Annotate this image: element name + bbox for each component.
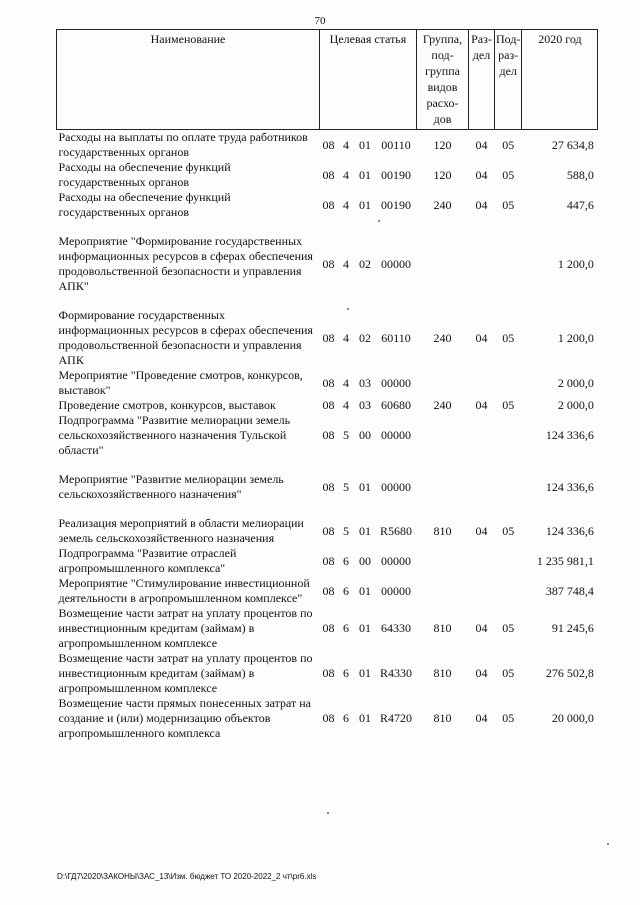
row-target-direction: 00000: [381, 256, 411, 271]
row-target-direction: R4330: [379, 666, 412, 680]
header-target-article: Целевая статья: [320, 30, 417, 130]
row-subsection: [495, 546, 522, 576]
row-spacer-cell: [57, 220, 598, 234]
row-target-event: 01: [359, 137, 371, 152]
table-row: [57, 368, 598, 398]
row-target-program: 08: [322, 583, 335, 598]
row-name: Мероприятие "Развитие мелиорации земель сельскохозяйственного назначения": [58, 472, 284, 501]
row-section: [469, 472, 495, 502]
row-target-event: 01: [359, 711, 371, 725]
row-target-program: 08: [322, 197, 335, 212]
row-target-program: 08: [322, 428, 335, 442]
row-amount: 1 200,0: [557, 256, 594, 271]
row-amount: 124 336,6: [545, 479, 594, 494]
row-target-direction: R4720: [379, 711, 412, 725]
row-target-program: 08: [322, 711, 335, 725]
scan-speck: [347, 308, 349, 310]
row-amount: 20 000,0: [551, 711, 594, 725]
row-target-program: 08: [322, 330, 335, 345]
row-target-program: 08: [322, 666, 335, 680]
row-target-subprogram: 4: [343, 256, 349, 271]
row-target-program: 08: [322, 398, 335, 412]
table-row: [57, 190, 598, 220]
row-subsection: [495, 472, 522, 502]
row-section: [469, 546, 495, 576]
row-amount: 91 245,6: [551, 621, 594, 635]
row-name: Мероприятие "Проведение смотров, конкурсов, выставок": [58, 368, 303, 397]
row-amount: 2 000,0: [557, 398, 594, 412]
row-expense-group: 240: [433, 398, 452, 412]
table-row: [57, 160, 598, 190]
row-target-subprogram: 5: [343, 479, 349, 494]
row-target-direction: 00190: [381, 167, 411, 182]
row-section: 04: [475, 197, 488, 212]
row-spacer-cell: [57, 502, 598, 516]
row-name: Расходы на выплаты по оплате труда работников государственных органов: [58, 130, 308, 159]
row-target-direction: R5680: [379, 523, 412, 538]
header-subsection-label: Под-раз-дел: [496, 32, 521, 78]
table-body: [57, 130, 598, 742]
row-expense-group: 810: [433, 666, 452, 680]
row-target-event: 03: [359, 398, 371, 412]
row-section: 04: [475, 711, 488, 725]
budget-table: [56, 29, 598, 741]
row-expense-group: 120: [433, 167, 452, 182]
row-expense-group: 810: [433, 523, 452, 538]
row-target-event: 01: [359, 583, 371, 598]
row-section: 04: [475, 398, 488, 412]
table-row: [57, 516, 598, 546]
row-expense-group: 240: [433, 330, 452, 345]
row-section: 04: [475, 523, 488, 538]
table-row: [57, 696, 598, 741]
row-target-subprogram: 4: [343, 197, 349, 212]
table-row: [57, 234, 598, 294]
row-target-event: 01: [359, 479, 371, 494]
row-amount: 124 336,6: [545, 523, 594, 538]
row-target-event: 02: [359, 256, 371, 271]
row-subsection: 05: [502, 666, 515, 680]
row-target-direction: 00000: [381, 375, 411, 390]
table-row: [57, 651, 598, 696]
row-amount: 387 748,4: [545, 583, 594, 598]
row-name: Расходы на обеспечение функций государственных органов: [58, 160, 231, 189]
table-row: [57, 398, 598, 413]
row-expense-group: [417, 576, 469, 606]
table-row: [57, 606, 598, 651]
row-target-subprogram: 6: [343, 553, 349, 568]
row-section: 04: [475, 167, 488, 182]
row-subsection: [495, 413, 522, 458]
row-target-program: 08: [322, 137, 335, 152]
row-section: [469, 576, 495, 606]
scan-speck: [378, 220, 380, 222]
header-group: [417, 30, 469, 130]
row-target-event: 01: [359, 523, 371, 538]
row-target-direction: 60110: [381, 330, 411, 345]
header-group-label: Группа, под-группа видов расхо-дов: [422, 32, 463, 126]
row-target-program: 08: [322, 167, 335, 182]
scan-speck: [327, 812, 329, 814]
row-subsection: 05: [502, 330, 515, 345]
row-target-program: 08: [322, 256, 335, 271]
row-target-direction: 00190: [381, 197, 411, 212]
row-name: Мероприятие "Формирование государственных информационных ресурсов в сферах обеспечения продовольственной безопасности и управления АПК": [58, 234, 313, 293]
table-row: [57, 308, 598, 368]
row-target-direction: 00110: [381, 137, 411, 152]
row-subsection: [495, 234, 522, 294]
page-number: 70: [314, 15, 326, 27]
row-expense-group: [417, 234, 469, 294]
row-section: [469, 413, 495, 458]
row-target-event: 03: [359, 375, 371, 390]
row-target-subprogram: 6: [343, 621, 349, 635]
row-section: 04: [475, 330, 488, 345]
row-amount: 124 336,6: [545, 428, 594, 442]
row-expense-group: [417, 413, 469, 458]
row-target-direction: 00000: [381, 583, 411, 598]
header-section: [469, 30, 495, 130]
row-section: [469, 368, 495, 398]
row-subsection: 05: [502, 398, 515, 412]
row-subsection: 05: [502, 621, 515, 635]
row-target-event: 01: [359, 666, 371, 680]
row-target-subprogram: 4: [343, 167, 349, 182]
header-year: 2020 год: [522, 30, 598, 130]
row-amount: 1 200,0: [557, 330, 594, 345]
row-target-program: 08: [322, 375, 335, 390]
row-spacer: [57, 220, 598, 234]
row-target-direction: 00000: [381, 479, 411, 494]
row-expense-group: [417, 368, 469, 398]
header-name: Наименование: [57, 30, 320, 130]
row-expense-group: [417, 472, 469, 502]
row-target-subprogram: 5: [343, 523, 349, 538]
row-amount: 1 235 981,1: [536, 553, 594, 568]
row-name: Расходы на обеспечение функций государственных органов: [58, 190, 231, 219]
row-subsection: 05: [502, 711, 515, 725]
row-target-subprogram: 4: [343, 330, 349, 345]
row-name: Подпрограмма "Развитие отраслей агропромышленного комплекса": [58, 546, 237, 575]
row-name: Реализация мероприятий в области мелиорации земель сельскохозяйственного назначения: [58, 516, 304, 545]
row-subsection: [495, 368, 522, 398]
row-spacer: [57, 294, 598, 308]
row-name: Подпрограмма "Развитие мелиорации земель сельскохозяйственного назначения Тульской области": [58, 413, 291, 457]
header-subsection: [495, 30, 522, 130]
row-spacer-cell: [57, 294, 598, 308]
row-target-event: 01: [359, 167, 371, 182]
row-target-subprogram: 6: [343, 666, 349, 680]
row-name: Возмещение части затрат на уплату процентов по инвестиционным кредитам (займам) в агропромышленном комплексе: [58, 606, 313, 650]
row-target-program: 08: [322, 523, 335, 538]
row-target-program: 08: [322, 621, 335, 635]
row-subsection: [495, 576, 522, 606]
row-name: Формирование государственных информационных ресурсов в сферах обеспечения продовольственной безопасности и управления АПК: [58, 308, 313, 367]
row-subsection: 05: [502, 523, 515, 538]
row-subsection: 05: [502, 137, 515, 152]
row-amount: 2 000,0: [557, 375, 594, 390]
row-target-direction: 60680: [381, 398, 411, 412]
table-row: [57, 130, 598, 161]
row-target-subprogram: 5: [343, 428, 349, 442]
row-target-subprogram: 4: [343, 375, 349, 390]
row-expense-group: 810: [433, 711, 452, 725]
row-amount: 276 502,8: [545, 666, 594, 680]
row-name: Возмещение части прямых понесенных затрат на создание и (или) модернизацию объектов агропромышленного комплекса: [58, 696, 312, 740]
row-expense-group: 120: [433, 137, 452, 152]
row-expense-group: [417, 546, 469, 576]
row-section: [469, 234, 495, 294]
row-expense-group: 810: [433, 621, 452, 635]
row-expense-group: 240: [433, 197, 452, 212]
row-target-direction: 00000: [381, 553, 411, 568]
row-spacer: [57, 502, 598, 516]
header-section-label: Раз-дел: [471, 32, 492, 62]
row-target-subprogram: 4: [343, 398, 349, 412]
row-amount: 588,0: [566, 167, 594, 182]
row-spacer: [57, 458, 598, 472]
row-section: 04: [475, 666, 488, 680]
file-path-footer: D:\ГД7\2020\ЗАКОНЫ\ЗАС_13\Изм. бюджет ТО 2020-2022_2 чт\pr6.xls: [57, 872, 317, 881]
row-name: Возмещение части затрат на уплату процентов по инвестиционным кредитам (займам) в агропромышленном комплексе: [58, 651, 313, 695]
row-target-subprogram: 4: [343, 137, 349, 152]
row-target-subprogram: 6: [343, 711, 349, 725]
row-spacer-cell: [57, 458, 598, 472]
row-target-program: 08: [322, 479, 335, 494]
row-section: 04: [475, 137, 488, 152]
row-target-direction: 00000: [381, 428, 411, 442]
table-row: [57, 576, 598, 606]
scan-speck: [607, 843, 609, 845]
row-name: Проведение смотров, конкурсов, выставок: [58, 398, 276, 412]
row-amount: 27 634,8: [551, 137, 594, 152]
row-subsection: 05: [502, 197, 515, 212]
row-target-event: 00: [359, 428, 371, 442]
row-amount: 447,6: [566, 197, 594, 212]
row-target-event: 00: [359, 553, 371, 568]
table-row: [57, 546, 598, 576]
row-target-event: 01: [359, 197, 371, 212]
row-name: Мероприятие "Стимулирование инвестиционной деятельности в агропромышленном комплексе": [58, 576, 310, 605]
table-header-row: [57, 30, 598, 130]
table-row: [57, 413, 598, 458]
row-target-direction: 64330: [381, 621, 411, 635]
row-target-event: 02: [359, 330, 371, 345]
table-row: [57, 472, 598, 502]
row-target-subprogram: 6: [343, 583, 349, 598]
row-target-program: 08: [322, 553, 335, 568]
row-target-event: 01: [359, 621, 371, 635]
row-section: 04: [475, 621, 488, 635]
row-subsection: 05: [502, 167, 515, 182]
